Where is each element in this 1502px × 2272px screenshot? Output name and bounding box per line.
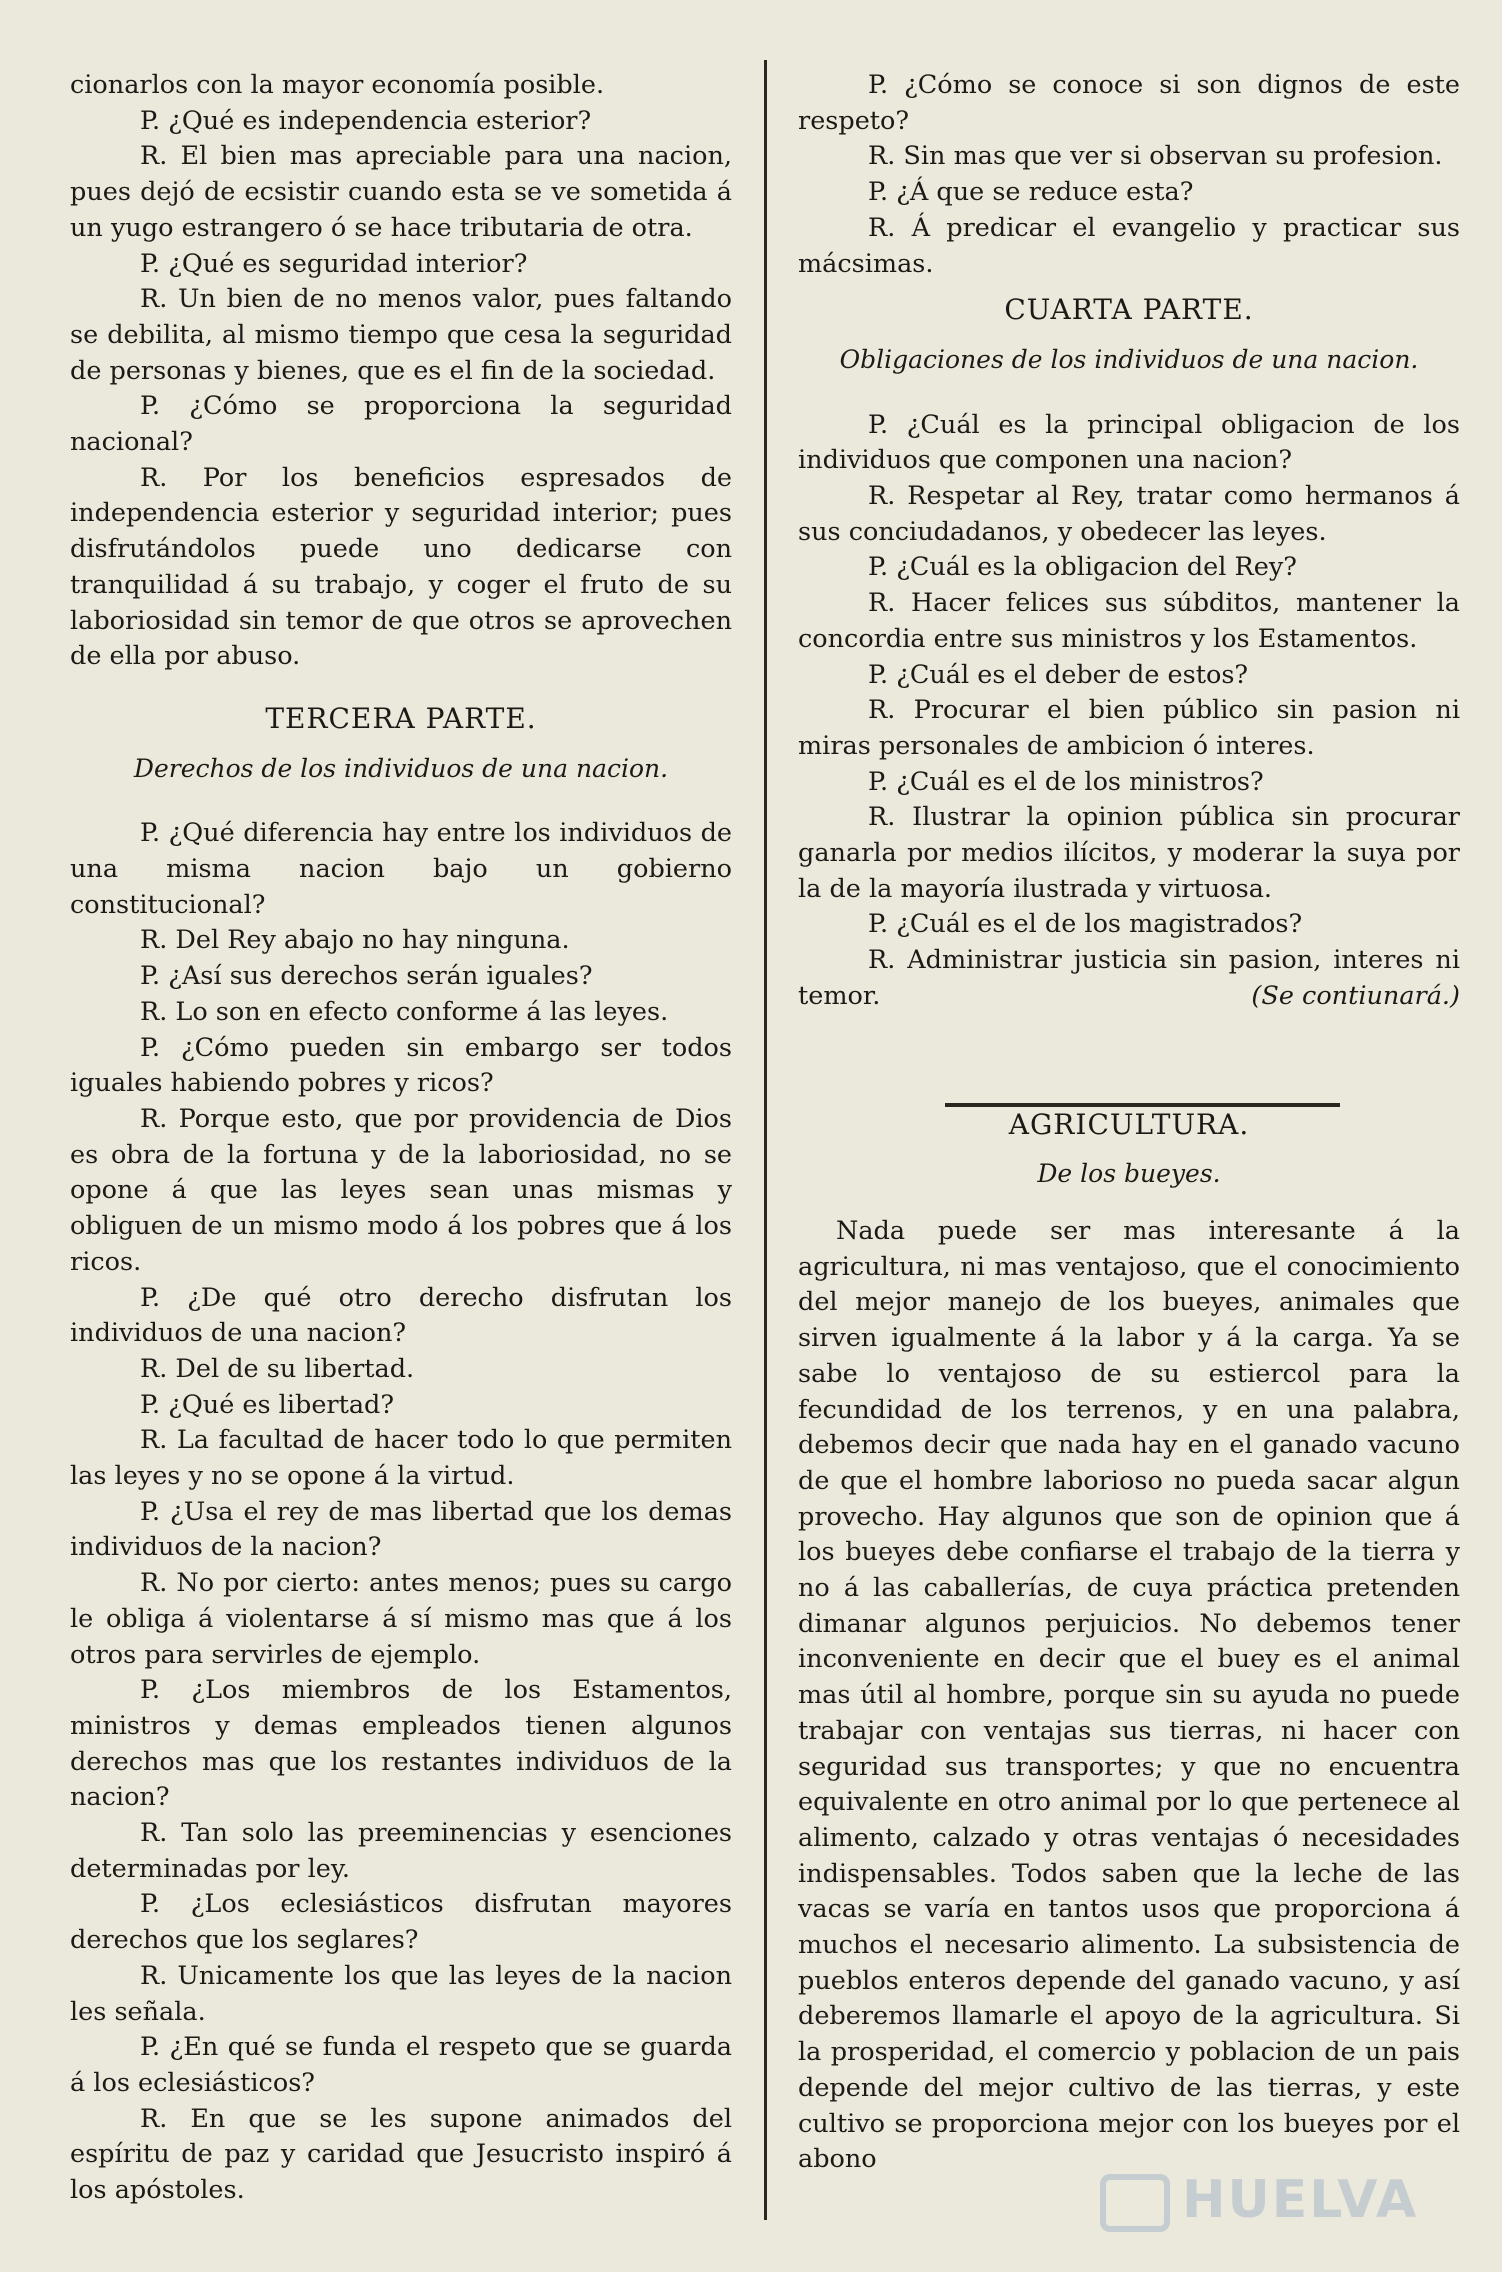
- question: P. ¿Cómo se conoce si son dignos de este respeto?: [798, 70, 1460, 136]
- answer: R. Á predicar el evangelio y practicar sus mácsimas.: [798, 212, 1460, 279]
- section-subheading: Derechos de los individuos de una nacion.: [133, 753, 669, 783]
- answer: R. El bien mas apreciable para una nacion, pues dejó de ecsistir cuando esta se ve sometida á un yugo estrangero ó se hace tributaria de otra.: [70, 141, 732, 243]
- question: P. ¿Qué es seguridad interior?: [140, 248, 528, 279]
- question: P. ¿Qué es independencia esterior?: [140, 105, 592, 136]
- section-subheading: De los bueyes.: [1037, 1159, 1221, 1189]
- question: P. ¿Qué diferencia hay entre los individuos de una misma nacion bajo un gobierno constitucional?: [70, 818, 732, 920]
- continuation-note: (Se contiunará.): [1251, 980, 1460, 1011]
- question: P. ¿Cuál es la obligacion del Rey?: [868, 552, 1297, 583]
- answer-text: R. Administrar justicia sin pasion, interes ni temor.: [798, 945, 1460, 1011]
- answer: R. Hacer felices sus súbditos, mantener la concordia entre sus ministros y los Estamentos.: [798, 588, 1460, 654]
- answer: R. En que se les supone animados del espíritu de paz y caridad que Jesucristo inspiró á los apóstoles.: [70, 2103, 732, 2206]
- section-heading: AGRICULTURA.: [1008, 1107, 1250, 1141]
- section-heading: CUARTA PARTE.: [1004, 293, 1254, 327]
- question: P. ¿Cuál es el deber de estos?: [868, 659, 1249, 690]
- archive-watermark: [1100, 2170, 1418, 2232]
- watermark-text: HUELVA: [1182, 2170, 1419, 2230]
- answer: R. Un bien de no menos valor, pues faltando se debilita, al mismo tiempo que cesa la seguridad de personas y bienes, que es el fin de la sociedad.: [70, 284, 732, 386]
- answer: R. No por cierto: antes menos; pues su cargo le obliga á violentarse á sí mismo mas que á los otros para servirles de ejemplo.: [70, 1568, 732, 1670]
- question: P. ¿Cómo se proporciona la seguridad nacional?: [70, 391, 732, 458]
- column-divider: [764, 60, 767, 2220]
- question: P. ¿Qué es libertad?: [140, 1389, 395, 1420]
- rule-spacer: [798, 1015, 1460, 1107]
- question: P. ¿Así sus derechos serán iguales?: [140, 961, 593, 992]
- section-heading: TERCERA PARTE.: [265, 701, 537, 735]
- answer: [798, 943, 1460, 1014]
- question: P. ¿Cuál es la principal obligacion de los individuos que componen una nacion?: [798, 409, 1460, 476]
- answer: R. La facultad de hacer todo lo que permiten las leyes y no se opone á la virtud.: [70, 1425, 732, 1492]
- answer: R. Del Rey abajo no hay ninguna.: [140, 925, 570, 956]
- answer: R. Ilustrar la opinion pública sin procurar ganarla por medios ilícitos, y moderar la suya por la de la mayoría ilustrada y virtuosa.: [798, 802, 1460, 904]
- answer: R. Lo son en efecto conforme á las leyes.: [140, 996, 669, 1027]
- answer: R. Procurar el bien público sin pasion ni miras personales de ambicion ó interes.: [798, 695, 1460, 761]
- question: P. ¿Cómo pueden sin embargo ser todos iguales habiendo pobres y ricos?: [70, 1032, 732, 1099]
- paragraph: cionarlos con la mayor economía posible.: [70, 70, 605, 100]
- question: P. ¿Los eclesiásticos disfrutan mayores derechos que los seglares?: [70, 1889, 732, 1956]
- answer: R. Porque esto, que por providencia de Dios es obra de la fortuna y de la laboriosidad, no se opone á que las leyes sean unas mismas y obliguen de un mismo modo á los pobres que á los ricos.: [70, 1103, 732, 1277]
- question: P. ¿De qué otro derecho disfrutan los individuos de una nacion?: [70, 1282, 732, 1349]
- question: P. ¿Cuál es el de los ministros?: [868, 766, 1264, 797]
- section-subheading: Obligaciones de los individuos de una nacion.: [839, 344, 1419, 374]
- answer: R. Del de su libertad.: [140, 1353, 415, 1384]
- section-rule: [945, 1103, 1340, 1107]
- question: P. ¿En qué se funda el respeto que se guarda á los eclesiásticos?: [70, 2032, 732, 2098]
- question: P. ¿Cuál es el de los magistrados?: [868, 909, 1303, 940]
- question: P. ¿Á que se reduce esta?: [868, 177, 1194, 208]
- answer: R. Sin mas que ver si observan su profesion.: [868, 141, 1443, 172]
- answer: R. Por los beneficios espresados de independencia esterior y seguridad interior; pues disfrutándolos puede uno dedicarse con tranquilidad á su trabajo, y coger el fruto de su laboriosidad sin temor de que otros se aprovechen de ella por abuso.: [70, 462, 732, 672]
- question: P. ¿Los miembros de los Estamentos, ministros y demas empleados tienen algunos derechos mas que los restantes individuos de la nacion?: [70, 1675, 732, 1813]
- answer: R. Tan solo las preeminencias y esenciones determinadas por ley.: [70, 1818, 732, 1884]
- right-column: [798, 68, 1460, 2178]
- question: P. ¿Usa el rey de mas libertad que los demas individuos de la nacion?: [70, 1496, 732, 1563]
- archive-logo-icon: [1100, 2174, 1170, 2232]
- left-column: [70, 68, 732, 2209]
- article-paragraph: Nada puede ser mas interesante á la agricultura, ni mas ventajoso, que el conocimiento del mejor manejo de los bueyes, animales que sirven igualmente á la labor y á la carga. Ya se sabe lo ventajoso de su estiercol para la fecundidad de los terrenos, y en una palabra, debemos decir que nada hay en el ganado vacuno de que el hombre laborioso no pueda sacar algun provecho. Hay algunos que son de opinion que á los bueyes debe confiarse el trabajo de la tierra y no á las caballerías, de cuya práctica pretenden dimanar algunos perjuicios. No debemos tener inconveniente en decir que el buey es el animal mas útil al hombre, porque sin su ayuda no puede trabajar con ventajas sus tierras, ni hacer con seguridad sus transportes; y que no encuentra equivalente en otro animal por lo que pertenece al alimento, calzado y otras ventajas ó necesidades indispensables. Todos saben que la leche de las vacas se varía en tantos usos que proporciona á muchos el necesario alimento. La subsistencia de pueblos enteros depende del ganado vacuno, y así deberemos llamarle el apoyo de la agricultura. Si la prosperidad, el comercio y poblacion de un pais depende del mejor cultivo de las tierras, y este cultivo se proporciona mejor con los bueyes por el abono: [798, 1215, 1460, 2175]
- answer: R. Unicamente los que las leyes de la nacion les señala.: [70, 1960, 732, 2027]
- answer: R. Respetar al Rey, tratar como hermanos á sus conciudadanos, y obedecer las leyes.: [798, 481, 1460, 547]
